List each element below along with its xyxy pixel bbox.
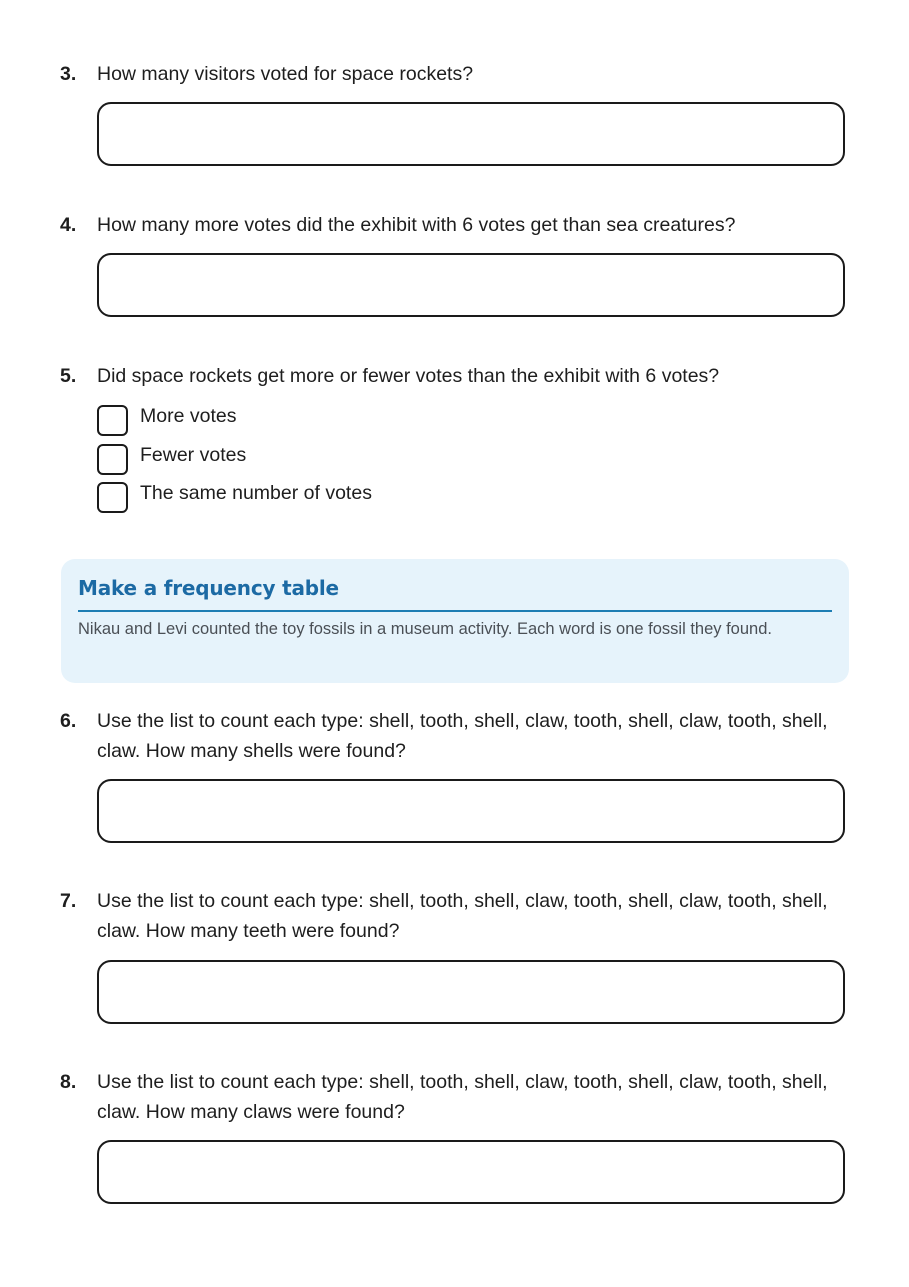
question-text: Did space rockets get more or fewer votes than the exhibit with 6 votes? [97, 365, 720, 387]
option-label: Fewer votes [140, 444, 247, 466]
option-label: More votes [140, 405, 237, 427]
checkbox[interactable] [97, 482, 128, 513]
question-4 [60, 210, 850, 240]
question-number: 3. [60, 63, 77, 85]
question-number: 7. [60, 890, 77, 912]
question-8 [60, 1067, 850, 1127]
question-text: Use the list to count each type: shell, tooth, shell, claw, tooth, shell, claw, tooth, shell, claw. How many claws were found? [97, 1071, 828, 1123]
answer-box-7[interactable] [97, 960, 845, 1024]
question-number: 8. [60, 1071, 77, 1093]
question-number: 6. [60, 710, 77, 732]
checkbox[interactable] [97, 444, 128, 475]
callout-title: Make a frequency table [78, 576, 339, 600]
question-text: Use the list to count each type: shell, tooth, shell, claw, tooth, shell, claw, tooth, shell, claw. How many shells were found? [97, 710, 828, 762]
question-3 [60, 59, 850, 89]
answer-box-3[interactable] [97, 102, 845, 166]
callout-divider [78, 610, 832, 612]
answer-box-8[interactable] [97, 1140, 845, 1204]
question-number: 5. [60, 365, 77, 387]
checkbox[interactable] [97, 405, 128, 436]
question-5 [60, 361, 850, 391]
answer-box-6[interactable] [97, 779, 845, 843]
question-text: Use the list to count each type: shell, tooth, shell, claw, tooth, shell, claw, tooth, shell, claw. How many teeth were found? [97, 890, 828, 942]
question-text: How many more votes did the exhibit with 6 votes get than sea creatures? [97, 214, 736, 236]
question-text: How many visitors voted for space rockets? [97, 63, 474, 85]
question-6 [60, 706, 850, 766]
answer-box-4[interactable] [97, 253, 845, 317]
question-number: 4. [60, 214, 77, 236]
frequency-table-callout [61, 559, 849, 683]
question-7 [60, 886, 850, 946]
option-label: The same number of votes [140, 482, 372, 504]
callout-body: Nikau and Levi counted the toy fossils in a museum activity. Each word is one fossil they found. [78, 620, 772, 638]
